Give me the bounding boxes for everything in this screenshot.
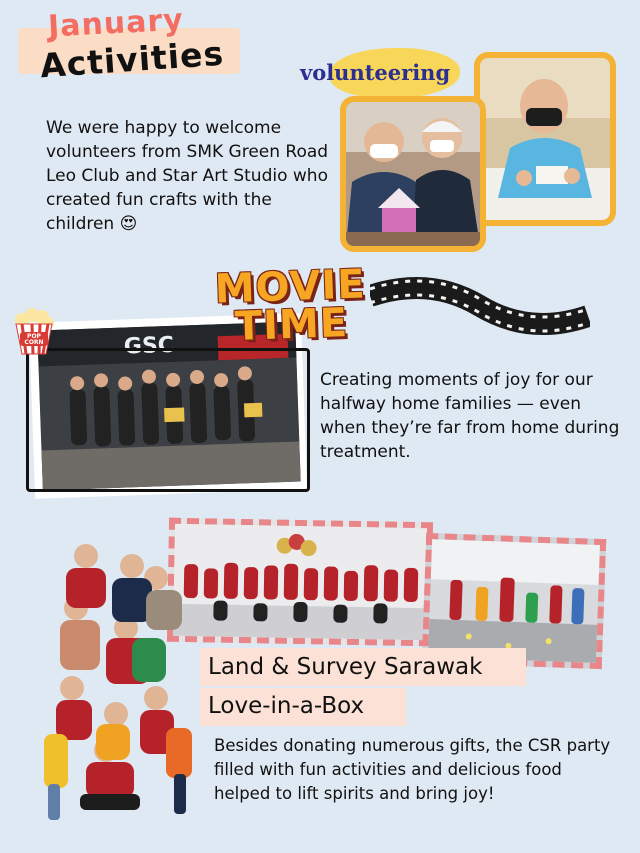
volunteer-photo-child — [474, 52, 616, 226]
popcorn-label-1: POP — [27, 333, 41, 340]
movie-photo-outline — [26, 348, 310, 492]
intro-text: We were happy to welcome volunteers from SMK Green Road Leo Club and Star Art Studio who created fun crafts with the children — [46, 118, 329, 234]
movie-time-title — [195, 261, 388, 356]
intro-paragraph — [46, 116, 336, 236]
movie-paragraph: Creating moments of joy for our halfway home families — even when they’re far from home during treatment. — [320, 370, 620, 462]
csr-party-group-photo-image — [173, 524, 427, 640]
movie-title-line-2: TIME — [234, 300, 349, 350]
csr-group-cutout-image — [36, 538, 206, 828]
movie-title-line-1: MOVIE — [213, 261, 367, 313]
csr-group-cutout-photo — [36, 538, 206, 828]
filmstrip-icon — [370, 276, 590, 356]
land-survey-title-line-1: Land & Survey Sarawak — [208, 654, 483, 680]
csr-party-activity-photo-image — [428, 539, 600, 663]
volunteer-photo-craft-image — [346, 102, 480, 246]
volunteering-label: volunteering — [300, 60, 451, 85]
popcorn-icon — [12, 308, 56, 356]
popcorn-label-2: CORN — [24, 339, 44, 346]
header-title: Activities — [38, 33, 226, 86]
volunteer-photo-child-image — [480, 58, 610, 220]
csr-party-group-photo — [167, 518, 433, 647]
cinema-sign: GSC — [123, 332, 175, 360]
land-survey-paragraph: Besides donating numerous gifts, the CSR party filled with fun activities and delicious food helped to lift spirits and bring joy! — [214, 736, 611, 803]
heart-eyes-emoji-icon: 😍 — [119, 214, 138, 234]
volunteer-photo-craft — [340, 96, 486, 252]
header-month: January — [47, 2, 185, 45]
land-survey-title-line-2: Love-in-a-Box — [208, 693, 365, 719]
